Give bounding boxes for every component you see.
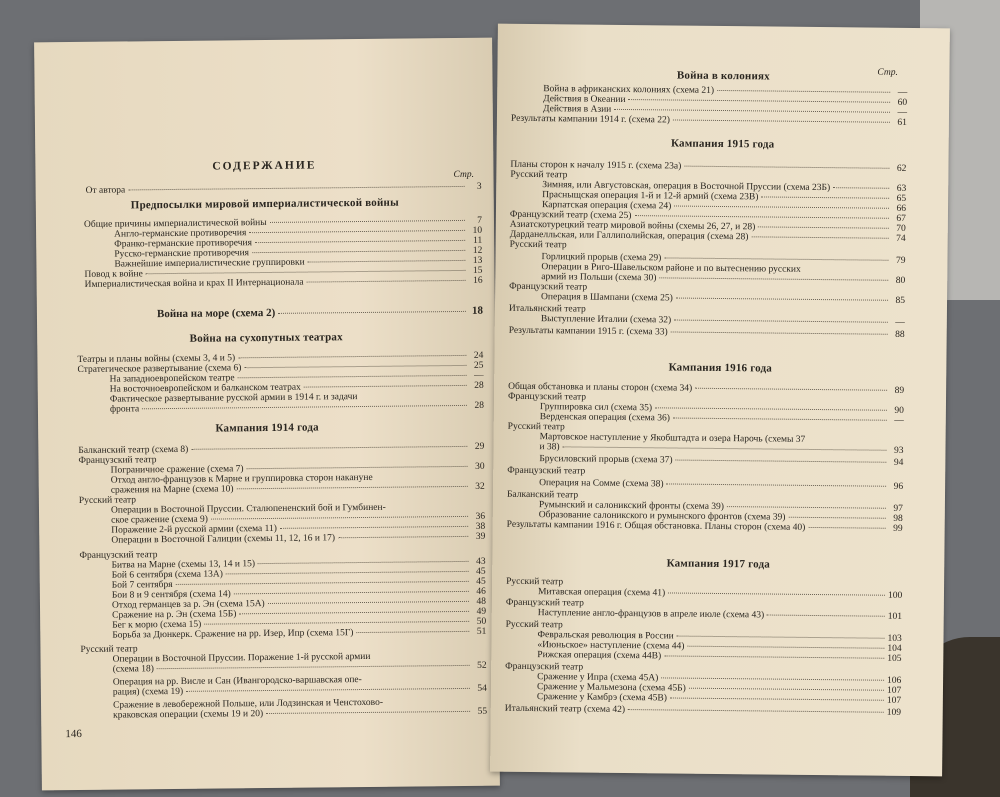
toc-entry: Операции в Восточной Галиции (схемы 11, 12, 16 и 17) 39 [111, 531, 486, 546]
toc-entry: Французский театр (схема 25) 67 [509, 209, 906, 224]
toc-entry: Общие причины империалистической войны 7 [83, 215, 483, 230]
toc-entry: Поражение 2-й русской армии (схема 11) 38 [111, 521, 486, 536]
toc-entry: Французский театр [505, 597, 584, 609]
toc-entry: Французский театр [78, 455, 157, 466]
toc-entry: Образование салоникского и румынского фронтов (схема 39) 98 [538, 510, 903, 524]
toc-entry: ское сражение (схема 9) 36 [111, 511, 486, 526]
toc-entry: Румынский и салоникский фронты (схема 39) 97 [538, 500, 903, 514]
toc-entry: Выступление Италии (схема 32) — [540, 314, 905, 328]
toc-entry: Французский театр [79, 550, 158, 561]
toc-entry: Итальянский театр (схема 42) 109 [504, 703, 902, 718]
toc-entry: сражения на Марне (схема 10) 32 [110, 481, 485, 496]
toc-entry: Русский театр [78, 495, 137, 506]
toc-entry: Митавская операция (схема 41) 100 [537, 587, 903, 601]
toc-entry: Наступление англо-французов в апреле июле (схема 43) 101 [537, 608, 903, 622]
toc-entry: Бой 6 сентября (схема 13А) 45 [111, 566, 486, 581]
page-number: 146 [65, 727, 82, 741]
section-heading: Кампания 1914 года [215, 421, 319, 435]
toc-entry: На западноевропейском театре — [109, 370, 484, 385]
page-column-header: Стр. [877, 67, 898, 78]
toc-entry: Операции в Риго-Шавельском районе и по вытеснению русских [541, 262, 801, 275]
toc-entry: Русский театр [505, 619, 563, 631]
toc-entry: Фактическое развертывание русской армии в 1914 г. и задачи [109, 392, 358, 405]
toc-entry: Сражение у Мальмезона (схема 45Б) 107 [536, 682, 902, 696]
toc-entry: армий из Польши (схема 30) 80 [541, 272, 906, 286]
toc-entry: Русский театр [80, 644, 138, 655]
toc-entry: Азиатскотурецкий театр мировой войны (схемы 26, 27, и 28) 70 [509, 219, 906, 234]
toc-entry: Карпатская операция (схема 24) 66 [541, 200, 907, 214]
toc-entry: Бои 8 и 9 сентября (схема 14) 46 [111, 586, 486, 601]
toc-entry: Горлицкий прорыв (схема 29) 79 [541, 252, 906, 266]
toc-entry: Операция в Шампани (схема 25) 85 [541, 292, 906, 306]
toc-entry: Отход англо-французов к Марне и группировка сторон накануне [110, 472, 373, 486]
toc-entry: Русский театр [510, 169, 568, 181]
toc-entry: краковская операции (схемы 19 и 20) 55 [113, 706, 488, 721]
toc-entry: Театры и планы войны (схемы 3, 4 и 5) 24 [77, 350, 484, 365]
toc-entry: Англо-германские противоречия 10 [114, 225, 483, 240]
section-heading: Кампания 1915 года [670, 137, 775, 151]
toc-entry: Сражение на р. Эн (схема 15Б) 49 [112, 606, 487, 621]
toc-entry: Русский театр [506, 576, 564, 588]
toc-entry: Общая обстановка и планы сторон (схема 34) 89 [508, 381, 905, 396]
toc-entry: Война в африканских колониях (схема 21) — [543, 84, 908, 98]
section-heading: Война в колониях [676, 69, 770, 83]
toc-entry: Франко-германские противоречия 11 [114, 235, 483, 250]
toc-entry: Важнейшие империалистические группировки 13 [114, 255, 483, 270]
left-page [34, 38, 500, 791]
toc-entry: Повод к войне 15 [84, 265, 483, 280]
page-title: СОДЕРЖАНИЕ [212, 159, 317, 173]
toc-entry: Результаты кампании 1915 г. (схема 33) 88 [508, 325, 905, 340]
toc-entry: Зимняя, или Августовская, операция в Восточной Пруссии (схема 23Б) 63 [542, 180, 907, 194]
toc-entry: Февральская революция в России 103 [537, 630, 902, 644]
toc-entry: Действия в Азии — [542, 104, 908, 118]
toc-entry: Группировка сил (схема 35) 90 [539, 402, 904, 416]
toc-entry: Балканский театр [506, 489, 579, 501]
toc-entry: Операции в Восточной Пруссии. Поражение 1-й русской армии [112, 651, 371, 665]
toc-entry: фронта 28 [109, 400, 484, 415]
toc-entry: Мартовское наступление у Якобштадта и озера Нарочь (схемы 37 [539, 432, 806, 445]
toc-entry: «Июньское» наступление (схема 44) 104 [537, 640, 902, 654]
right-page [490, 24, 950, 777]
section-heading: Предпосылки мировой империалистической войны [130, 196, 399, 212]
toc-entry: Русский театр [507, 421, 565, 433]
toc-entry: и 38) 93 [539, 442, 904, 456]
toc-entry: Действия в Океании 60 [543, 94, 908, 108]
section-heading: Кампания 1916 года [668, 361, 773, 375]
toc-entry: Бой 7 сентября 45 [111, 576, 486, 591]
toc-entry: рация) (схема 19) 54 [112, 683, 487, 698]
section-heading: Война на сухопутных театрах [189, 331, 343, 345]
toc-entry: Операции в Восточной Пруссии. Сталюпененский бой и Гумбинен- [110, 502, 386, 516]
toc-entry: На восточноевропейском и балканском театрах 28 [109, 380, 484, 395]
toc-entry: Французский театр [505, 661, 584, 673]
toc-entry: Пограничное сражение (схема 7) 30 [110, 461, 485, 476]
toc-entry: Результаты кампании 1916 г. Общая обстановка. Планы сторон (схема 40) 99 [506, 519, 903, 534]
toc-entry: Прасныщская операция 1-й и 12-й армий (схема 23В) 65 [542, 190, 907, 204]
toc-entry: (схема 18) 52 [112, 660, 487, 675]
toc-entry: Операция на рр. Висле и Сан (Ивангородско-варшавская опе- [112, 675, 362, 688]
toc-entry: Итальянский театр [508, 303, 586, 315]
toc-entry: Сражение у Камбрэ (схема 45В) 107 [536, 692, 902, 706]
toc-entry: Результаты кампании 1914 г. (схема 22) 61 [510, 113, 907, 128]
toc-entry: Сражение у Ипра (схема 45А) 106 [537, 672, 902, 686]
toc-entry: Рижская операция (схема 44В) 105 [537, 650, 902, 664]
toc-entry: Французский театр [509, 281, 588, 293]
toc-entry: Дарданелльская, или Галлиполийская, операция (схема 28) 74 [509, 229, 906, 244]
toc-entry: Русско-германские противоречия 12 [114, 245, 483, 260]
toc-entry: От автора 3 [85, 181, 482, 196]
toc-entry: Сражение в левобережной Польше, или Лодзинская и Ченстохово- [112, 697, 384, 711]
toc-entry: Балканский театр (схема 8) 29 [78, 441, 485, 456]
section-heading: Кампания 1917 года [666, 557, 771, 571]
toc-entry: Битва на Марне (схемы 13, 14 и 15) 43 [111, 556, 486, 571]
toc-section-entry: Война на море (схема 2) 18 [156, 304, 483, 321]
toc-entry: Французский театр [507, 465, 586, 477]
toc-entry: Империалистическая война и крах II Интернационала 16 [84, 275, 483, 290]
toc-entry: Брусиловский прорыв (схема 37) 94 [539, 454, 904, 468]
toc-entry: Бег к морю (схема 15) 50 [112, 616, 487, 631]
toc-entry: Французский театр [507, 391, 587, 403]
toc-entry: Отход германцев за р. Эн (схема 15А) 48 [111, 596, 487, 611]
toc-entry: Операция на Сомме (схема 38) 96 [539, 478, 904, 492]
toc-entry: Борьба за Дюнкерк. Сражение на рр. Изер, Ипр (схема 15Г) 51 [112, 626, 487, 641]
toc-entry: Русский театр [509, 239, 567, 251]
toc-entry: Стратегическое развертывание (схема 6) 25 [77, 360, 484, 375]
toc-entry: Планы сторон к началу 1915 г. (схема 23а) 62 [510, 159, 907, 174]
page-column-header: Стр. [453, 169, 475, 181]
toc-entry: Верденская операция (схема 36) — [539, 412, 904, 426]
